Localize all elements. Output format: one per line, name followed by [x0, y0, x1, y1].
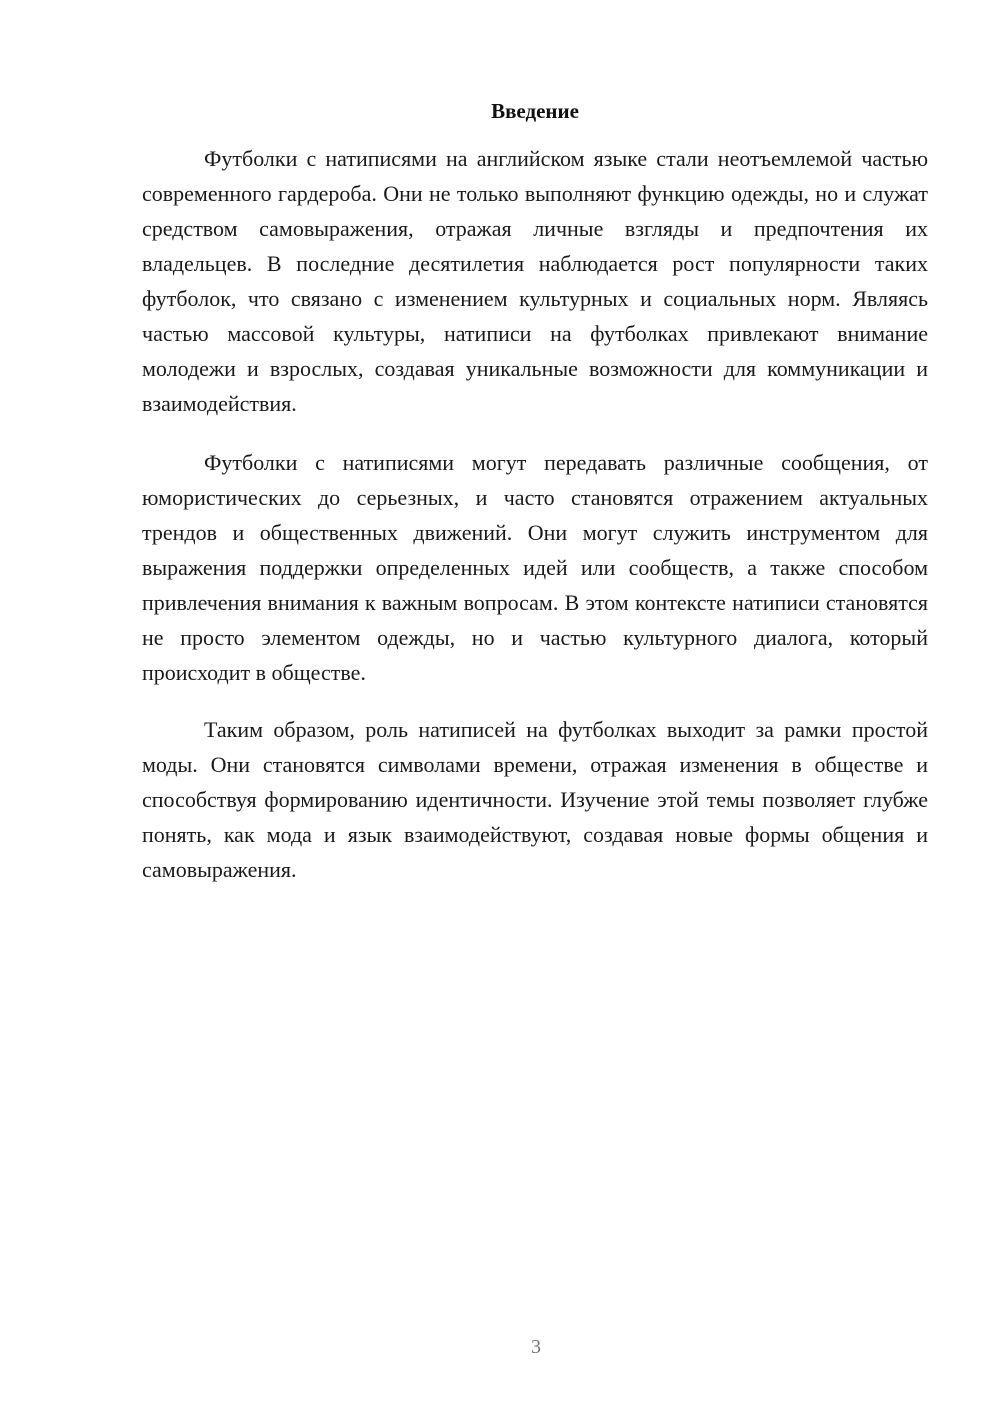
- paragraph-2: Футболки с натиписями могут передавать различные сообщения, от юмористических до серьезных, и часто становятся отражением актуальных трендов и общественных движений. Они могут служить инструментом для выражения поддержки определенных идей или сообществ, а также способом привлечения внимания к важным вопросам. В этом контексте натиписи становятся не просто элементом одежды, но и частью культурного диалога, который происходит в обществе.: [142, 450, 928, 685]
- paragraph-1: Футболки с натиписями на английском языке стали неотъемлемой частью современного гардероба. Они не только выполняют функцию одежды, но и служат средством самовыражения, отражая личные взгляды и предпочтения их владельцев. В последние десятилетия наблюдается рост популярности таких футболок, что связано с изменением культурных и социальных норм. Являясь частью массовой культуры, натиписи на футболках привлекают внимание молодежи и взрослых, создавая уникальные возможности для коммуникации и взаимодействия.: [142, 146, 928, 416]
- section-heading: Введение: [491, 99, 579, 123]
- page-number: 3: [531, 1336, 541, 1358]
- paragraph-3: Таким образом, роль натиписей на футболках выходит за рамки простой моды. Они становятся символами времени, отражая изменения в обществе и способствуя формированию идентичности. Изучение этой темы позволяет глубже понять, как мода и язык взаимодействуют, создавая новые формы общения и самовыражения.: [142, 717, 928, 882]
